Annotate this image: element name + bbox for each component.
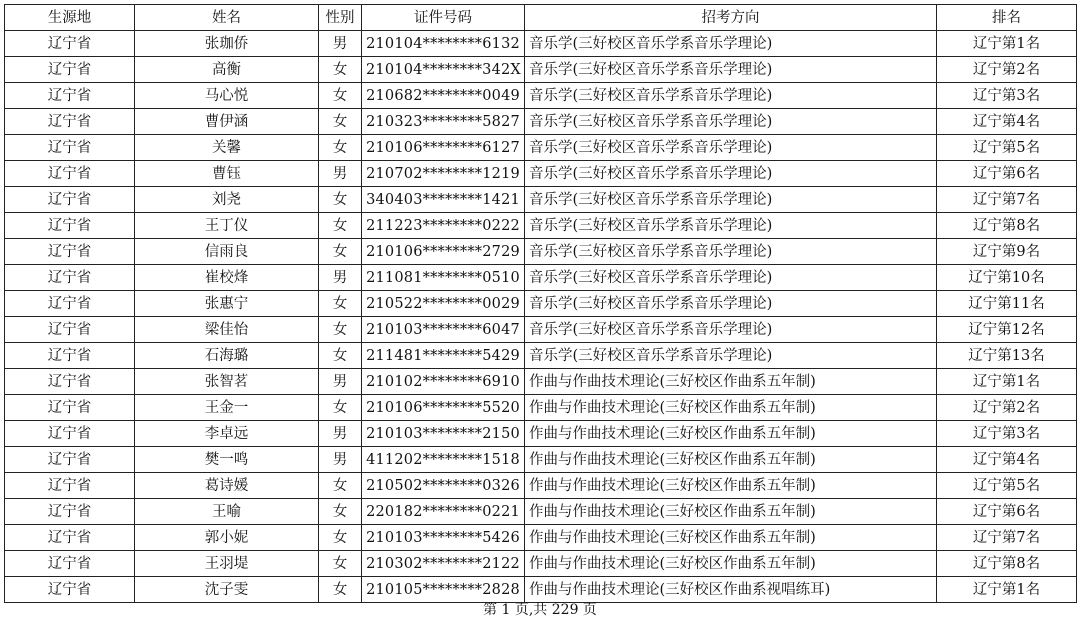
id-number-cell: 210682********0049 [362,83,525,109]
name-cell: 沈子雯 [135,577,319,603]
gender-cell: 女 [319,577,362,603]
origin-cell: 辽宁省 [5,473,135,499]
id-number-cell: 210502********0326 [362,473,525,499]
rank-cell: 辽宁第4名 [937,447,1077,473]
gender-cell: 女 [319,551,362,577]
name-cell: 张珈侨 [135,31,319,57]
gender-cell: 女 [319,187,362,213]
name-cell: 曹钰 [135,161,319,187]
name-cell: 关馨 [135,135,319,161]
id-number-cell: 210702********1219 [362,161,525,187]
rank-cell: 辽宁第7名 [937,187,1077,213]
id-number-cell: 210106********5520 [362,395,525,421]
origin-cell: 辽宁省 [5,421,135,447]
table-header-row [5,5,1077,31]
table-row [5,473,1077,499]
rank-cell: 辽宁第5名 [937,135,1077,161]
id-number-cell: 211081********0510 [362,265,525,291]
id-number-cell: 210106********6127 [362,135,525,161]
origin-cell: 辽宁省 [5,577,135,603]
rank-cell: 辽宁第13名 [937,343,1077,369]
gender-cell: 女 [319,57,362,83]
program-cell: 音乐学(三好校区音乐学系音乐学理论) [525,83,937,109]
program-cell: 作曲与作曲技术理论(三好校区作曲系五年制) [525,447,937,473]
gender-cell: 女 [319,291,362,317]
header-name: 姓名 [135,5,319,31]
origin-cell: 辽宁省 [5,187,135,213]
table-row [5,447,1077,473]
origin-cell: 辽宁省 [5,395,135,421]
program-cell: 作曲与作曲技术理论(三好校区作曲系五年制) [525,421,937,447]
id-number-cell: 210102********6910 [362,369,525,395]
name-cell: 樊一鸣 [135,447,319,473]
program-cell: 音乐学(三好校区音乐学系音乐学理论) [525,213,937,239]
table-row [5,83,1077,109]
origin-cell: 辽宁省 [5,369,135,395]
id-number-cell: 210103********5426 [362,525,525,551]
table-row [5,161,1077,187]
origin-cell: 辽宁省 [5,317,135,343]
rank-cell: 辽宁第11名 [937,291,1077,317]
program-cell: 作曲与作曲技术理论(三好校区作曲系五年制) [525,473,937,499]
origin-cell: 辽宁省 [5,447,135,473]
rank-cell: 辽宁第6名 [937,499,1077,525]
document-page [4,4,1076,603]
table-row [5,213,1077,239]
program-cell: 音乐学(三好校区音乐学系音乐学理论) [525,109,937,135]
program-cell: 音乐学(三好校区音乐学系音乐学理论) [525,57,937,83]
table-row [5,525,1077,551]
rank-cell: 辽宁第6名 [937,161,1077,187]
id-number-cell: 210105********2828 [362,577,525,603]
rank-cell: 辽宁第9名 [937,239,1077,265]
name-cell: 葛诗媛 [135,473,319,499]
origin-cell: 辽宁省 [5,265,135,291]
rank-cell: 辽宁第4名 [937,109,1077,135]
header-id-number: 证件号码 [362,5,525,31]
table-row [5,369,1077,395]
table-row [5,109,1077,135]
gender-cell: 女 [319,239,362,265]
gender-cell: 女 [319,83,362,109]
table-row [5,31,1077,57]
gender-cell: 女 [319,473,362,499]
name-cell: 张智茗 [135,369,319,395]
rank-cell: 辽宁第12名 [937,317,1077,343]
rank-cell: 辽宁第5名 [937,473,1077,499]
gender-cell: 女 [319,395,362,421]
gender-cell: 女 [319,525,362,551]
origin-cell: 辽宁省 [5,213,135,239]
origin-cell: 辽宁省 [5,343,135,369]
name-cell: 王金一 [135,395,319,421]
header-origin: 生源地 [5,5,135,31]
name-cell: 刘尧 [135,187,319,213]
table-row [5,421,1077,447]
rank-cell: 辽宁第1名 [937,369,1077,395]
table-row [5,57,1077,83]
gender-cell: 男 [319,421,362,447]
table-row [5,343,1077,369]
header-program: 招考方向 [525,5,937,31]
header-gender: 性别 [319,5,362,31]
rank-cell: 辽宁第8名 [937,213,1077,239]
gender-cell: 男 [319,369,362,395]
rank-cell: 辽宁第3名 [937,83,1077,109]
gender-cell: 女 [319,317,362,343]
program-cell: 音乐学(三好校区音乐学系音乐学理论) [525,187,937,213]
origin-cell: 辽宁省 [5,291,135,317]
program-cell: 作曲与作曲技术理论(三好校区作曲系五年制) [525,499,937,525]
name-cell: 王丁仪 [135,213,319,239]
id-number-cell: 210103********6047 [362,317,525,343]
gender-cell: 女 [319,213,362,239]
rank-cell: 辽宁第2名 [937,395,1077,421]
origin-cell: 辽宁省 [5,499,135,525]
table-row [5,317,1077,343]
program-cell: 作曲与作曲技术理论(三好校区作曲系五年制) [525,551,937,577]
origin-cell: 辽宁省 [5,83,135,109]
id-number-cell: 210104********6132 [362,31,525,57]
origin-cell: 辽宁省 [5,525,135,551]
table-row [5,239,1077,265]
table-row [5,551,1077,577]
rank-cell: 辽宁第2名 [937,57,1077,83]
rank-cell: 辽宁第7名 [937,525,1077,551]
name-cell: 张惠宁 [135,291,319,317]
origin-cell: 辽宁省 [5,31,135,57]
table-row [5,291,1077,317]
rank-cell: 辽宁第3名 [937,421,1077,447]
program-cell: 音乐学(三好校区音乐学系音乐学理论) [525,317,937,343]
id-number-cell: 411202********1518 [362,447,525,473]
rank-cell: 辽宁第1名 [937,577,1077,603]
program-cell: 音乐学(三好校区音乐学系音乐学理论) [525,31,937,57]
id-number-cell: 210106********2729 [362,239,525,265]
program-cell: 音乐学(三好校区音乐学系音乐学理论) [525,343,937,369]
origin-cell: 辽宁省 [5,135,135,161]
program-cell: 作曲与作曲技术理论(三好校区作曲系五年制) [525,395,937,421]
gender-cell: 男 [319,161,362,187]
name-cell: 李卓远 [135,421,319,447]
name-cell: 信雨良 [135,239,319,265]
name-cell: 崔校烽 [135,265,319,291]
name-cell: 石海璐 [135,343,319,369]
name-cell: 王羽堤 [135,551,319,577]
id-number-cell: 211223********0222 [362,213,525,239]
name-cell: 曹伊涵 [135,109,319,135]
id-number-cell: 210104********342X [362,57,525,83]
id-number-cell: 210522********0029 [362,291,525,317]
name-cell: 高衡 [135,57,319,83]
gender-cell: 女 [319,499,362,525]
id-number-cell: 210323********5827 [362,109,525,135]
program-cell: 音乐学(三好校区音乐学系音乐学理论) [525,135,937,161]
id-number-cell: 220182********0221 [362,499,525,525]
table-row [5,499,1077,525]
table-body [5,31,1077,603]
gender-cell: 男 [319,447,362,473]
table-row [5,265,1077,291]
name-cell: 梁佳怡 [135,317,319,343]
id-number-cell: 211481********5429 [362,343,525,369]
id-number-cell: 210302********2122 [362,551,525,577]
rank-cell: 辽宁第1名 [937,31,1077,57]
program-cell: 音乐学(三好校区音乐学系音乐学理论) [525,265,937,291]
origin-cell: 辽宁省 [5,57,135,83]
name-cell: 郭小妮 [135,525,319,551]
gender-cell: 男 [319,265,362,291]
id-number-cell: 340403********1421 [362,187,525,213]
rank-cell: 辽宁第10名 [937,265,1077,291]
id-number-cell: 210103********2150 [362,421,525,447]
origin-cell: 辽宁省 [5,239,135,265]
name-cell: 王喻 [135,499,319,525]
program-cell: 作曲与作曲技术理论(三好校区作曲系视唱练耳) [525,577,937,603]
rank-cell: 辽宁第8名 [937,551,1077,577]
origin-cell: 辽宁省 [5,109,135,135]
admissions-table [4,4,1077,603]
table-row [5,135,1077,161]
program-cell: 作曲与作曲技术理论(三好校区作曲系五年制) [525,369,937,395]
page-footer: 第 1 页,共 229 页 [483,602,597,618]
program-cell: 音乐学(三好校区音乐学系音乐学理论) [525,239,937,265]
gender-cell: 男 [319,31,362,57]
program-cell: 音乐学(三好校区音乐学系音乐学理论) [525,161,937,187]
program-cell: 作曲与作曲技术理论(三好校区作曲系五年制) [525,525,937,551]
header-rank: 排名 [937,5,1077,31]
origin-cell: 辽宁省 [5,161,135,187]
table-row [5,187,1077,213]
name-cell: 马心悦 [135,83,319,109]
table-row [5,395,1077,421]
gender-cell: 女 [319,109,362,135]
program-cell: 音乐学(三好校区音乐学系音乐学理论) [525,291,937,317]
origin-cell: 辽宁省 [5,551,135,577]
gender-cell: 女 [319,135,362,161]
gender-cell: 女 [319,343,362,369]
